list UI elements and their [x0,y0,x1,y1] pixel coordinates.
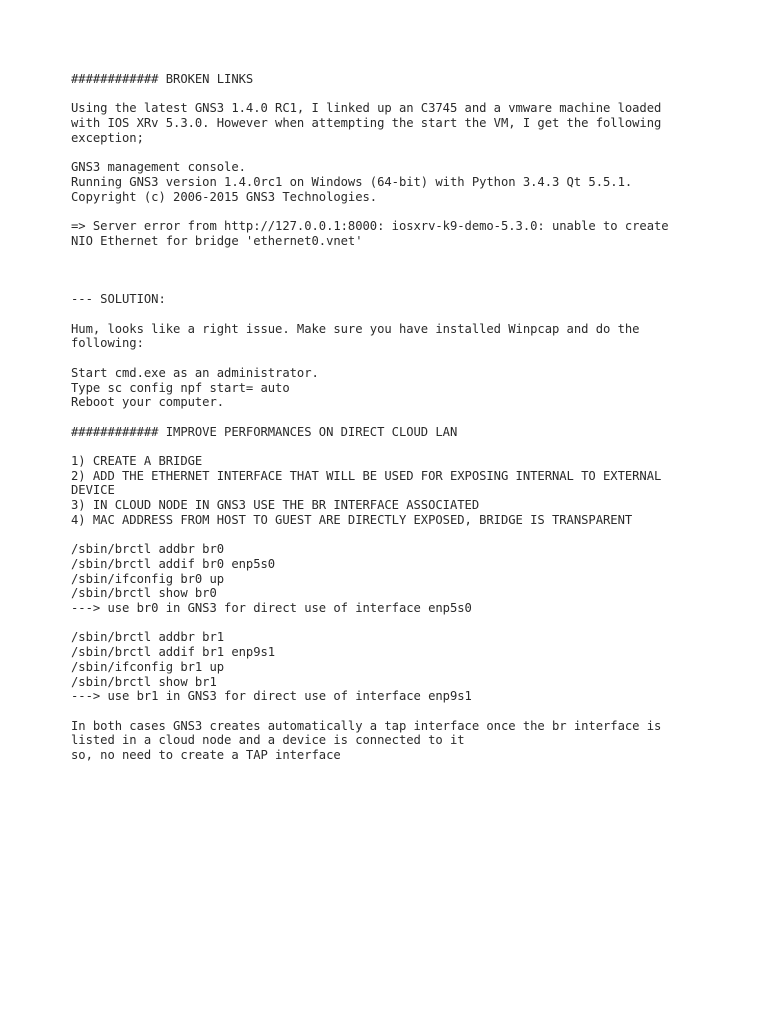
spacer [71,528,751,543]
text-line: NIO Ethernet for bridge 'ethernet0.vnet' [71,233,363,248]
solution-heading: --- SOLUTION: [71,292,166,307]
text-line: Using the latest GNS3 1.4.0 RC1, I linked up an C3745 and a vmware machine loaded [71,101,662,116]
broken-links-heading: ############ BROKEN LINKS [71,72,254,86]
spacer [71,704,751,719]
command-line: /sbin/brctl addif br1 enp9s1 [71,645,276,660]
console-output [71,160,751,204]
list-item: 3) IN CLOUD NODE IN GNS3 USE THE BR INTERFACE ASSOCIATED [71,498,480,513]
br0-commands [71,542,751,616]
spacer [71,351,751,366]
text-line: exception; [71,130,144,145]
broken-links-intro [71,101,751,145]
command-line: /sbin/brctl show br0 [71,586,217,601]
spacer [71,204,751,219]
conclusion-paragraph [71,719,751,763]
list-item: DEVICE [71,483,115,498]
text-line: so, no need to create a TAP interface [71,748,341,763]
improve-performance-heading: ############ IMPROVE PERFORMANCES ON DIRECT CLOUD LAN [71,424,458,439]
server-error-message [71,219,751,248]
command-line: /sbin/brctl show br1 [71,674,217,689]
text-line: Type sc config npf start= auto [71,380,290,395]
spacer [71,616,751,631]
spacer [71,87,751,102]
text-line: Reboot your computer. [71,395,225,410]
text-line: following: [71,336,144,351]
br1-commands [71,630,751,704]
text-line: Running GNS3 version 1.4.0rc1 on Windows (64-bit) with Python 3.4.3 Qt 5.5.1. [71,174,633,189]
spacer [71,410,751,425]
command-line: /sbin/brctl addbr br1 [71,630,225,645]
command-line: /sbin/brctl addif br0 enp5s0 [71,556,276,571]
document-body [71,72,751,763]
spacer [71,439,751,454]
solution-steps [71,366,751,410]
text-line: with IOS XRv 5.3.0. However when attempting the start the VM, I get the following [71,116,662,131]
solution-intro [71,322,751,351]
text-line: In both cases GNS3 creates automatically a tap interface once the br interface is [71,718,662,733]
text-line: listed in a cloud node and a device is connected to it [71,733,465,748]
bridge-steps-list [71,454,751,528]
command-line: ---> use br1 in GNS3 for direct use of interface enp9s1 [71,689,472,704]
text-line: Start cmd.exe as an administrator. [71,365,319,380]
command-line: /sbin/ifconfig br0 up [71,571,225,586]
command-line: ---> use br0 in GNS3 for direct use of interface enp5s0 [71,601,472,616]
command-line: /sbin/brctl addbr br0 [71,542,225,557]
text-line: Copyright (c) 2006-2015 GNS3 Technologies. [71,189,378,204]
list-item: 2) ADD THE ETHERNET INTERFACE THAT WILL BE USED FOR EXPOSING INTERNAL TO EXTERNAL [71,468,662,483]
list-item: 1) CREATE A BRIDGE [71,454,203,469]
text-line: GNS3 management console. [71,160,246,175]
list-item: 4) MAC ADDRESS FROM HOST TO GUEST ARE DIRECTLY EXPOSED, BRIDGE IS TRANSPARENT [71,512,633,527]
spacer [71,307,751,322]
text-line: => Server error from http://127.0.0.1:8000: iosxrv-k9-demo-5.3.0: unable to create [71,218,669,233]
text-line: Hum, looks like a right issue. Make sure you have installed Winpcap and do the [71,321,640,336]
spacer [71,248,751,292]
spacer [71,146,751,161]
command-line: /sbin/ifconfig br1 up [71,659,225,674]
